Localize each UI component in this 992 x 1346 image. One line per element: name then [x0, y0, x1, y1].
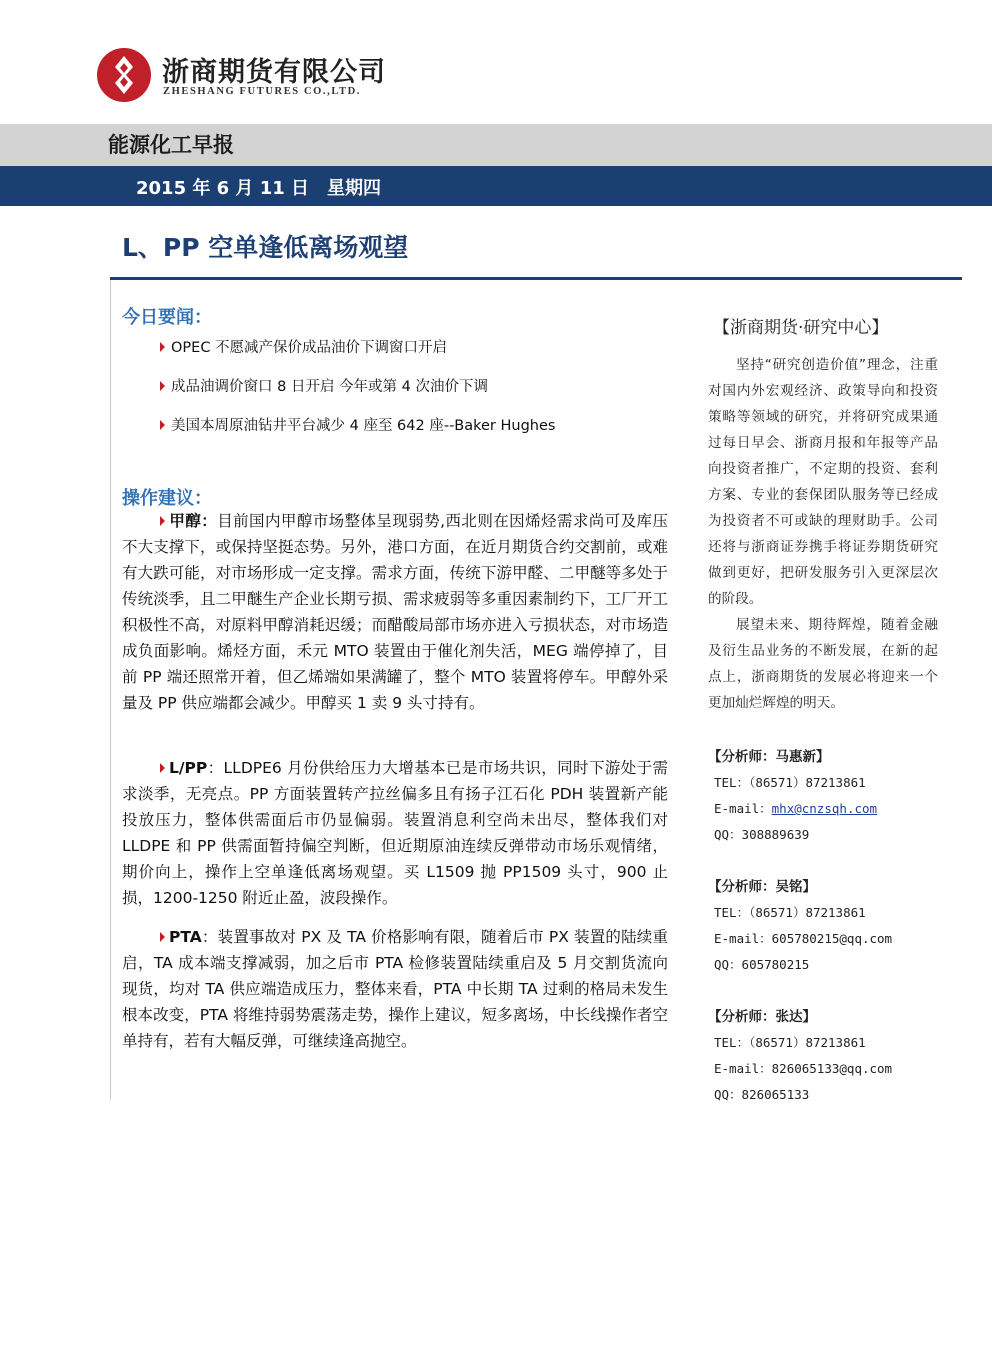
- company-name-cn: 浙商期货有限公司: [162, 57, 386, 88]
- news-item: OPEC 不愿减产保价成品油价下调窗口开启: [160, 336, 447, 357]
- bullet-triangle-icon: [160, 342, 165, 352]
- advice-lpp-paragraph: L/PP：LLDPE6 月份供给压力大增基本已是市场共识，同时下游处于需求淡季，无亮点。PP 方面装置转产拉丝偏多且有扬子江石化 PDH 装置新产能投放压力，整体供需面后市仍显偏弱。装置消息利空尚未出尽，整体我们对 LLDPE 和 PP 供需面暂持偏空判断，但近期原油连续反弹带动市场乐观情绪，期价向上，操作上空单逢低离场观望。买 L1509 抛 PP1509 头寸，900 止损，1200-1250 附近止盈，波段操作。: [122, 759, 668, 907]
- report-name: 能源化工早报: [108, 133, 234, 157]
- bullet-triangle-icon: [160, 932, 165, 942]
- bullet-triangle-icon: [160, 420, 165, 430]
- title-divider: [110, 277, 962, 280]
- analyst-email-link[interactable]: mhx@cnzsqh.com: [771, 801, 878, 816]
- report-date-line: [136, 174, 381, 200]
- research-center-intro: 坚持“研究创造价值”理念，注重对国内外宏观经济、政策导向和投资策略等领域的研究，并将研究成果通过每日早会、浙商月报和年报等产品向投资者推广，不定期的投资、套利方案、专业的套保团队服务等已经成为投资者不可或缺的理财助手。公司还将与浙商证券携手将证券期货研究做到更好，把研发服务引入更深层次的阶段。: [708, 357, 938, 607]
- news-heading: 今日要闻：: [122, 307, 212, 328]
- news-item: 成品油调价窗口 8 日开启 今年或第 4 次油价下调: [160, 375, 488, 396]
- analyst-email-line: E-mail：mhx@cnzsqh.com: [714, 801, 878, 816]
- report-weekday: 星期四: [327, 178, 382, 199]
- report-date: 2015 年 6 月 11 日: [136, 178, 310, 199]
- news-item: 美国本周原油钻井平台减少 4 座至 642 座--Baker Hughes: [160, 414, 555, 435]
- analyst-email: 826065133@qq.com: [771, 1061, 893, 1076]
- analyst-qq: QQ：826065133: [714, 1087, 810, 1102]
- page-title: L、PP 空单逢低离场观望: [122, 233, 409, 262]
- bullet-triangle-icon: [160, 381, 165, 391]
- company-logo-icon: [96, 47, 152, 103]
- left-column-rule: [110, 280, 111, 1100]
- analyst-qq: QQ：308889639: [714, 827, 810, 842]
- company-name-en: ZHESHANG FUTURES CO.,LTD.: [163, 86, 362, 97]
- analyst-qq: QQ：605780215: [714, 957, 810, 972]
- advice-pta-paragraph: PTA：装置事故对 PX 及 TA 价格影响有限，随着后市 PX 装置的陆续重启，TA 成本端支撑减弱，加之后市 PTA 检修装置陆续重启及 5 月交割货流向现货，均对 TA 供应端造成压力，整体来看，PTA 中长期 TA 过剩的格局未发生根本改变，PTA 将维持弱势震荡走势，操作上建议，短多离场，中长线操作者空单持有，若有大幅反弹，可继续逢高抛空。: [122, 928, 668, 1050]
- analyst-tel: TEL：（86571）87213861: [714, 1035, 866, 1050]
- analyst-tel: TEL：（86571）87213861: [714, 775, 866, 790]
- analyst-name: 【分析师：马惠新】: [708, 749, 830, 765]
- bullet-triangle-icon: [160, 763, 165, 773]
- analyst-email-line: E-mail：826065133@qq.com: [714, 1061, 893, 1076]
- research-center-heading: 【浙商期货·研究中心】: [713, 318, 889, 338]
- advice-heading: 操作建议：: [122, 488, 212, 509]
- advice-methanol-paragraph: 甲醇：目前国内甲醇市场整体呈现弱势,西北则在因烯烃需求尚可及库压不大支撑下，或保持坚挺态势。另外，港口方面，在近月期货合约交割前，或难有大跌可能，对市场形成一定支撑。需求方面，传统下游甲醛、二甲醚等多处于传统淡季，且二甲醚生产企业长期亏损、需求疲弱等多重因素制约下，工厂开工积极性不高，对原料甲醇消耗迟缓；而醋酸局部市场亦进入亏损状态，对市场造成负面影响。烯烃方面，禾元 MTO 装置由于催化剂失活，MEG 端停掉了，目前 PP 端还照常开着，但乙烯端如果满罐了，整个 MTO 装置将停车。甲醇外采量及 PP 供应端都会减少。甲醇买 1 卖 9 头寸持有。: [122, 512, 668, 712]
- analyst-tel: TEL：（86571）87213861: [714, 905, 866, 920]
- analyst-email: 605780215@qq.com: [771, 931, 893, 946]
- research-center-outlook: 展望未来、期待辉煌，随着金融及衍生品业务的不断发展，在新的起点上，浙商期货的发展必将迎来一个更加灿烂辉煌的明天。: [708, 617, 938, 711]
- analyst-name: 【分析师：吴铭】: [708, 879, 816, 895]
- bullet-triangle-icon: [160, 516, 165, 526]
- analyst-name: 【分析师：张达】: [708, 1009, 816, 1025]
- analyst-email-line: E-mail：605780215@qq.com: [714, 931, 893, 946]
